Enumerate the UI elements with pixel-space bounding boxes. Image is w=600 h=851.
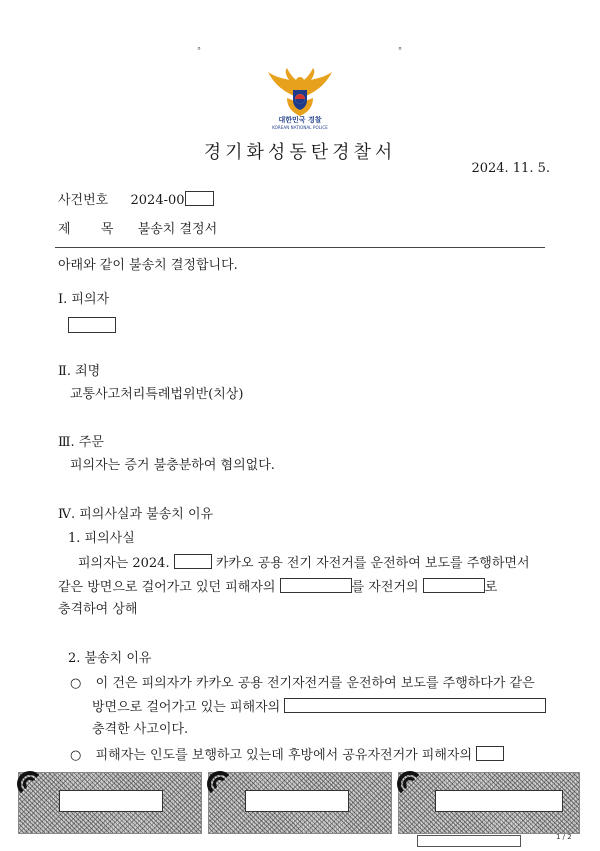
facts-line-1 (78, 554, 530, 573)
section-3-title: Ⅲ. 주문 (58, 435, 104, 450)
section-1-title: Ⅰ. 피의자 (58, 292, 110, 307)
section-2-title: Ⅱ. 죄명 (58, 364, 101, 379)
document-date: 2024. 11. 5. (471, 161, 550, 176)
redacted-box (174, 554, 212, 569)
facts-line-1-a: 피의자는 2024. (78, 556, 170, 571)
footer-redacted-box (417, 835, 521, 847)
case-number-row (58, 191, 214, 210)
facts-line-2-a: 같은 방면으로 걸어가고 있던 피해자의 (58, 580, 276, 595)
subject-value: 불송치 결정서 (137, 222, 218, 237)
redacted-box (280, 578, 352, 593)
reason-para-1-line-2-text: 방면으로 걸어가고 있는 피해자의 (92, 700, 281, 715)
redacted-box (245, 790, 349, 812)
facts-line-2 (58, 578, 497, 597)
page-number: 1 / 2 (556, 833, 572, 841)
reason-para-1-text: 이 건은 피의자가 카카오 공용 전기자전거를 운전하여 보도를 주행하다가 같은 (95, 676, 535, 691)
redacted-box (185, 191, 214, 206)
logo-caption (262, 116, 338, 131)
subject-row (58, 221, 217, 239)
facts-line-2-c: 로 (484, 580, 498, 595)
security-pattern-block (18, 772, 202, 834)
redacted-box (423, 578, 485, 593)
facts-line-3: 충격하여 상해 (58, 602, 138, 617)
security-pattern-block (398, 772, 580, 834)
reason-para-1-line-3: 충격한 사고이다. (92, 722, 189, 737)
corner-mark-icon (403, 777, 417, 791)
case-number-label: 사건번호 (58, 193, 109, 208)
logo-title-en: KOREAN NATIONAL POLICE (272, 125, 328, 130)
bullet-icon: ○ (70, 748, 82, 763)
reason-para-2-line-1 (70, 746, 504, 765)
corner-mark-icon (213, 777, 227, 791)
section-4-title: Ⅳ. 피의사실과 불송치 이유 (58, 507, 214, 522)
subsection-2-title: 2. 불송치 이유 (68, 651, 152, 666)
subject-label-2: 목 (100, 222, 114, 237)
reason-para-1-line-2 (92, 698, 546, 717)
redacted-suspect-name (68, 317, 116, 333)
security-pattern-strip (18, 772, 580, 834)
facts-line-2-b: 를 자전거의 (351, 580, 419, 595)
facts-line-1-b: 카카오 공용 전기 자전거를 운전하여 보도를 주행하면서 (215, 556, 530, 571)
organization-name: 경기화성동탄경찰서 (203, 142, 397, 163)
subsection-1-title: 1. 피의사실 (68, 531, 135, 546)
bullet-icon: ○ (70, 676, 82, 691)
redacted-box (476, 746, 504, 761)
reason-para-1-line-1 (70, 675, 535, 693)
reason-para-2-text: 피해자는 인도를 보행하고 있는데 후방에서 공유자전거가 피해자의 (95, 748, 473, 763)
subject-label-1: 제 (58, 222, 71, 237)
security-pattern-block (208, 772, 392, 834)
top-mark-right: ° (398, 46, 402, 55)
offense-name: 교통사고처리특례법위반(치상) (70, 387, 244, 402)
intro-text: 아래와 같이 불송치 결정합니다. (58, 258, 238, 273)
case-number-value: 2024-00 (130, 193, 185, 208)
corner-mark-icon (23, 777, 37, 791)
logo-title-kr: 대한민국 경찰 (278, 116, 322, 124)
top-mark-left: ° (197, 46, 201, 55)
redacted-box (435, 790, 563, 812)
divider-line (55, 247, 545, 248)
redacted-box (284, 698, 546, 713)
disposition-text: 피의자는 증거 불충분하여 혐의없다. (70, 458, 275, 473)
redacted-box (59, 790, 163, 812)
